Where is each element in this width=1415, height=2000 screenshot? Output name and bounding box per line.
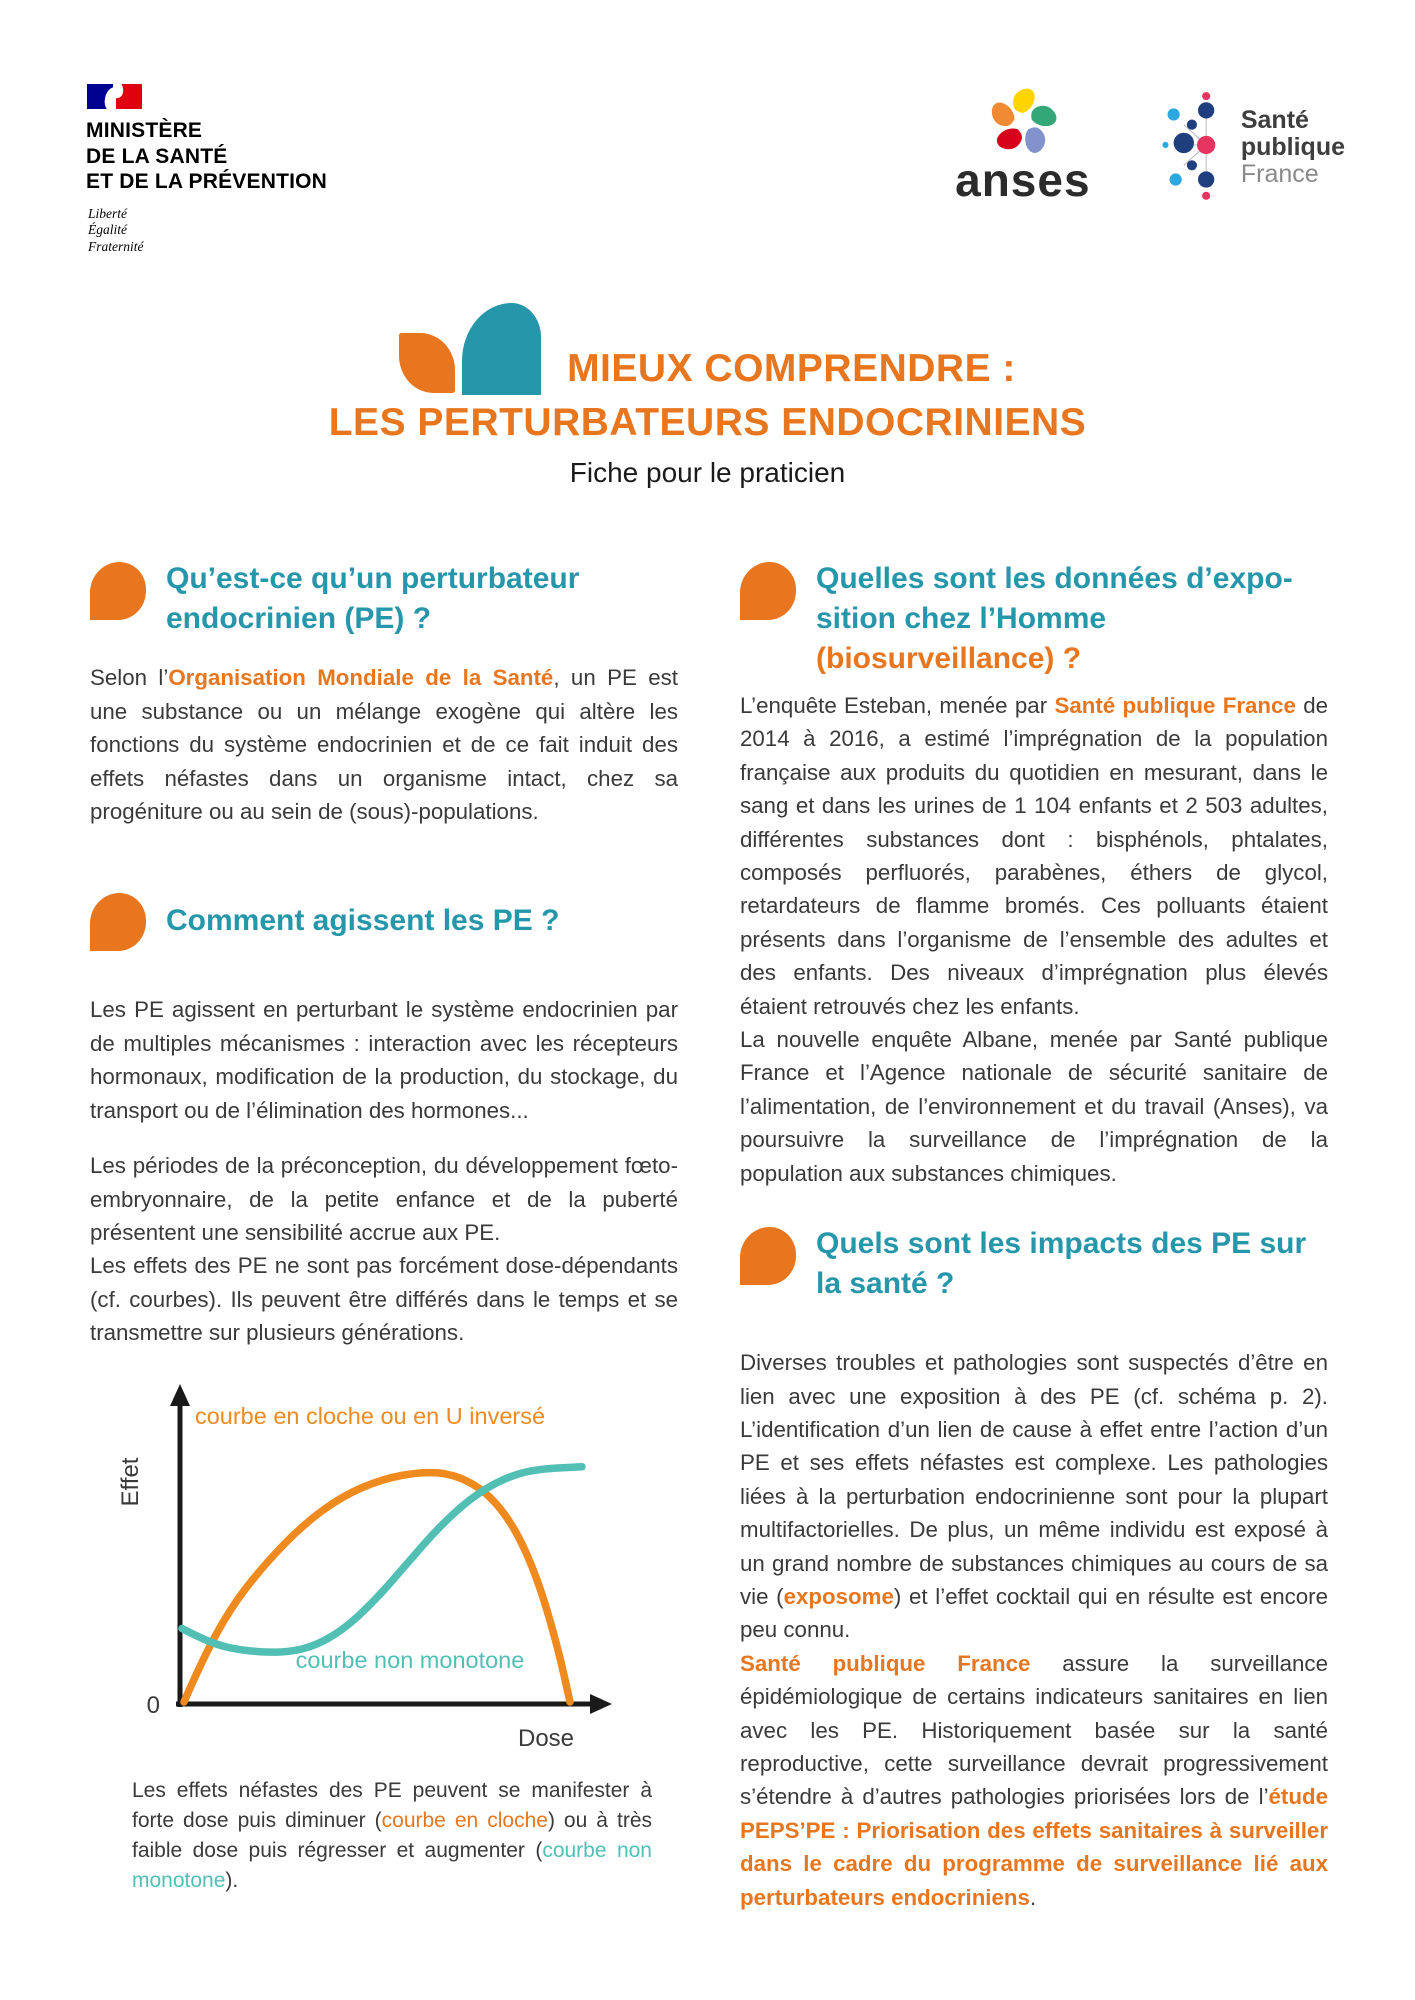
title-block <box>0 301 1415 489</box>
curve-non-monotone <box>182 1466 582 1651</box>
paragraph-albane: La nouvelle enquête Albane, menée par Santé publique France et l’Agence nationale de sécurité sanitaire de l’alimentation, de l’environnement et du travail (Anses), va poursuivre la surveillance de l’imprégnation de la population aux substances chimiques. <box>740 1027 1328 1186</box>
biosurveillance-highlight: (biosurveillance) ? <box>816 642 1082 675</box>
section-petal-icon <box>90 562 146 620</box>
x-axis-arrow-icon <box>590 1694 612 1714</box>
curve-bell-label: courbe en cloche ou en U inversé <box>194 1402 546 1429</box>
oms-highlight: Organisation Mondiale de la Santé <box>168 665 554 691</box>
section-petal-icon <box>740 562 796 620</box>
french-flag-icon <box>87 84 356 109</box>
page-title-line2: LES PERTURBATEURS ENDOCRINIENS <box>328 401 1087 444</box>
partner-logos <box>943 86 1345 208</box>
content-columns <box>0 559 1415 1917</box>
x-axis-label: Dose <box>517 1724 575 1752</box>
exposome-highlight: exposome <box>783 1583 894 1609</box>
anses-wordmark: anses <box>955 154 1091 206</box>
section-what-is-pe <box>90 559 678 639</box>
anses-logo <box>943 86 1103 206</box>
paragraph-surveillance: Santé publique France assure la surveillance épidémiologique de certains indicateurs sanitaires en lien avec les PE. Historiquement basée sur la santé reproductive, cette surveillance devrait progressivement s’étendre à d’autres pathologies priorisées lors de l’étude PEPS’PE : Priorisation des effets sanitaires à surveiller dans le cadre du programme de surveillance lié aux perturbateurs endocriniens. <box>740 1650 1328 1910</box>
spf-highlight: Santé publique France <box>1054 693 1296 718</box>
dose-effect-figure <box>98 1372 678 1896</box>
ministry-name <box>86 118 356 195</box>
section-exposure-data <box>740 559 1328 679</box>
paragraph-esteban: L’enquête Esteban, menée par Santé publique France de 2014 à 2016, a estimé l’imprégnation de la population française aux produits du quotidien en mesurant, dans le sang et dans les urines de 1 104 enfants et 2 503 adultes, différentes substances dont : bisphénols, phtalates, composés perfluorés, parabènes, éthers de glycol, retardateurs de flamme bromés. Ces polluants étaient présents dans l’organisme de l’ensemble des adultes et des enfants. Des niveaux d’imprégnation plus élevés étaient retrouvés chez les enfants. <box>740 693 1328 1019</box>
paragraph-mechanisms: Les PE agissent en perturbant le système endocrinien par de multiples mécanismes : interaction avec les récepteurs hormonaux, modification de la production, du stockage, du transport ou de l’élimination des hormones... <box>90 997 678 1123</box>
peps-pe-highlight: étude PEPS’PE : Priorisation des effets sanitaires à surveiller dans le cadre du programme de surveillance lié aux perturbateurs endocriniens <box>740 1784 1328 1910</box>
petal-orange-icon <box>399 333 455 393</box>
section-heading: Comment agissent les PE ? <box>166 903 560 937</box>
figure-caption: Les effets néfastes des PE peuvent se manifester à forte dose puis diminuer (courbe en cloche) ou à très faible dose puis régresser et augmenter (courbe non monotone). <box>132 1778 652 1892</box>
right-column <box>740 559 1328 1917</box>
curve-non-monotone-label: courbe non monotone <box>295 1646 525 1673</box>
paragraph-dose-effects: Les effets des PE ne sont pas forcément dose-dépendants (cf. courbes). Ils peuvent être différés dans le temps et se transmettre sur plusieurs générations. <box>90 1253 678 1346</box>
section-how-pe-act <box>90 890 678 951</box>
caption-bell-ref: courbe en cloche <box>381 1808 548 1832</box>
ministry-logo <box>86 84 356 255</box>
republic-motto: Liberté Égalité Fraternité <box>88 205 144 254</box>
section-health-impacts <box>740 1224 1328 1304</box>
ministry-name-line1: MINISTÈRE <box>86 119 203 142</box>
caption-nonmono-ref: courbe non monotone <box>132 1838 652 1892</box>
page-title-line1: MIEUX COMPRENDRE : <box>567 347 1016 390</box>
logo-bar <box>0 0 1415 255</box>
paragraph-sensitive-periods: Les périodes de la préconception, du développement fœto-embryonnaire, de la petite enfance et de la puberté présentent une sensibilité accrue aux PE. <box>90 1153 678 1246</box>
title-petals-icon <box>399 301 541 395</box>
anses-petals-icon <box>987 86 1059 158</box>
section-petal-icon <box>90 893 146 951</box>
y-axis-arrow-icon <box>170 1384 190 1406</box>
spf-highlight: Santé publique France <box>740 1650 1031 1676</box>
spf-network-icon <box>1161 86 1233 208</box>
section-heading: Qu’est-ce qu’un perturbateur endocrinien (PE) ? <box>166 562 580 635</box>
page-subtitle: Fiche pour le praticien <box>569 457 846 488</box>
ministry-name-line3: ET DE LA PRÉVENTION <box>86 170 328 193</box>
paragraph-definition: Selon l’Organisation Mondiale de la Santé, un PE est une substance ou un mélange exogène qui altère les fonctions du système endocrinien et de ce fait induit des effets néfastes dans un organisme intact, chez sa progéniture ou au sein de (sous)-populations. <box>90 665 678 824</box>
paragraph-pathologies: Diverses troubles et pathologies sont suspectés d’être en lien avec une exposition à des PE (cf. schéma p. 2). L’identification d’un lien de cause à effet entre l’action d’un PE et ses effets néfastes est complexe. Les pathologies liées à la perturbation endocrinienne sont pour la plupart multifactorielles. De plus, un même individu est exposé à un grand nombre de substances chimiques au cours de sa vie (exposome) et l’effet cocktail qui en résulte est encore peu connu. <box>740 1350 1328 1643</box>
spf-wordmark: Santé publique France <box>1240 105 1345 188</box>
petal-teal-icon <box>462 303 541 395</box>
section-petal-icon <box>740 1227 796 1285</box>
section-heading: Quels sont les impacts des PE sur la santé ? <box>816 1227 1307 1301</box>
dose-effect-chart <box>98 1372 618 1757</box>
left-column <box>90 559 678 1917</box>
section-heading: Quelles sont les données d’expo- sition chez l’Homme (biosurveillance) ? <box>816 559 1293 679</box>
origin-label: 0 <box>146 1691 160 1719</box>
y-axis-label: Effet <box>117 1457 144 1507</box>
ministry-name-line2: DE LA SANTÉ <box>86 144 228 168</box>
spf-logo <box>1161 86 1345 208</box>
